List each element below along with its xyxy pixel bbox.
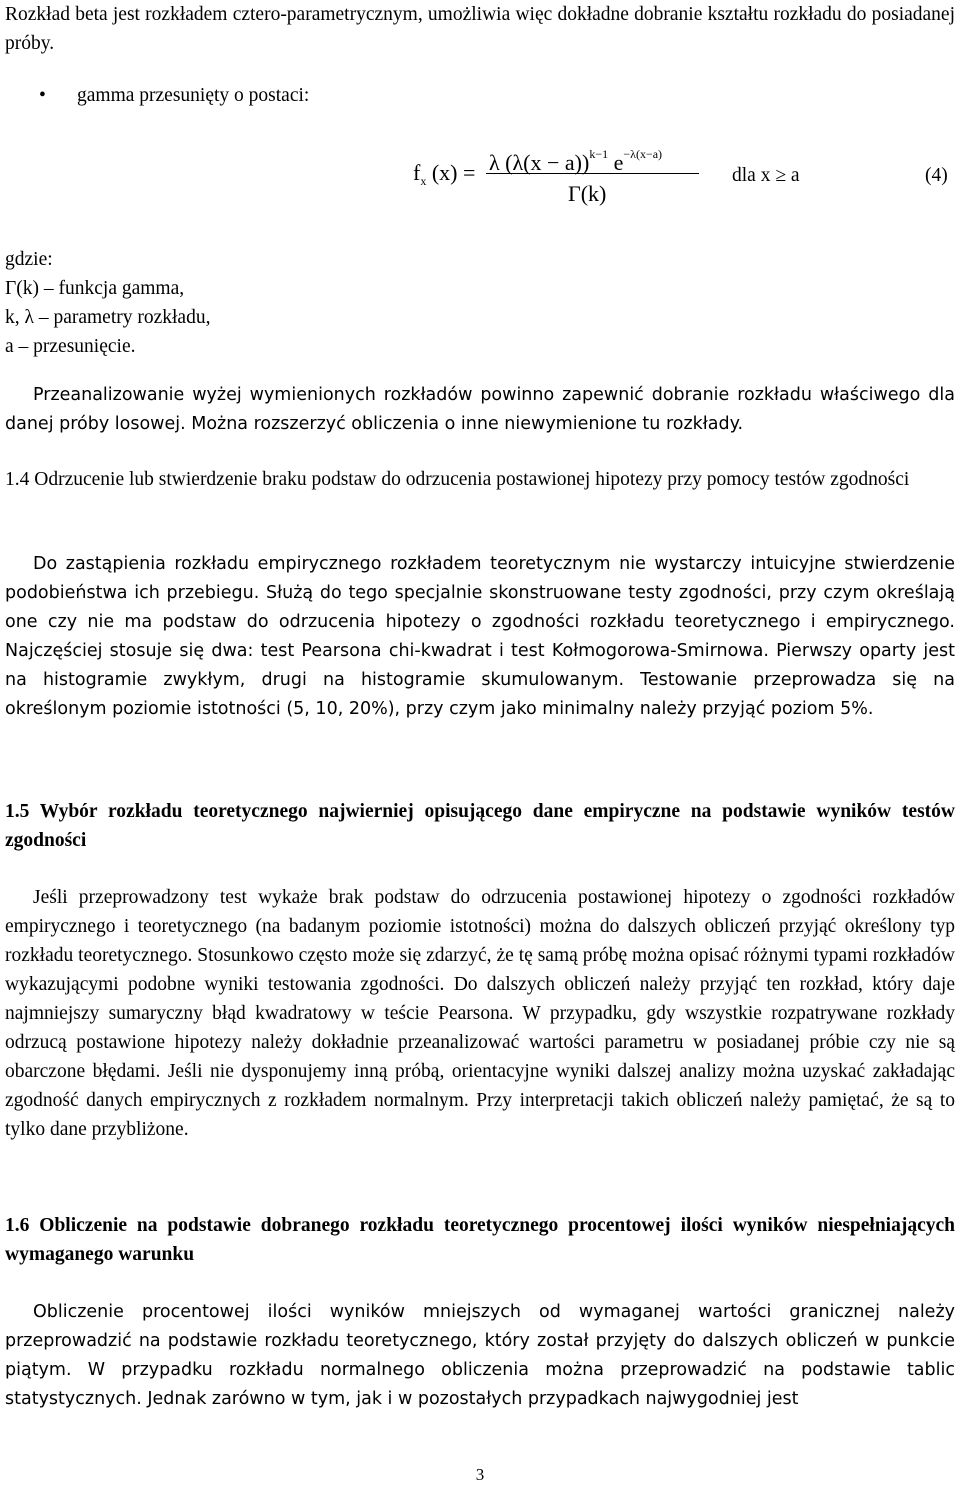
section-heading-1-6: 1.6 Obliczenie na podstawie dobranego rozkładu teoretycznego procentowej ilości wyników niespełniających wymaganego warunku xyxy=(5,1215,955,1265)
formula-denominator: Γ(k) xyxy=(568,181,607,206)
formula-numerator: λ $(\lambda(x - a))^{k-1}$ $e^{-\lambda(x-a)}$ xyxy=(489,147,663,175)
section-body-1-5: Jeśli przeprowadzony test wykaże brak podstaw do odrzucenia postawionej hipotezy o zgodności rozkładów empirycznego i teoretycznego (na badanym poziomie istotności) można do dalszych obliczeń przyjąć określony typ rozkładu teoretycznego. Stosunkowo często może się zdarzyć, że tę samą próbę można opisać różnymi typami rozkładów wykazującymi podobne wyniki testowania zgodności. Do dalszych obliczeń należy przyjąć ten rozkład, który daje najmniejszy sumaryczny błąd kwadratowy w teście Pearsona. W przypadku, gdy wszystkie rozpatrywane rozkłady odrzucą postawione hipotezy należy dokładnie przeanalizować wartości parametru w posiadanej próbie czy nie są obarczone błędami. Jeśli nie dysponujemy inną próbą, orientacyjne wyniki dalszej analizy można uzyskać zakładając zgodność danych empirycznych z rozkładem normalnym. Przy interpretacji takich obliczeń należy pamiętać, że są to tylko dane przybliżone. xyxy=(5,887,955,1140)
section-body-1-4: Do zastąpienia rozkładu empirycznego rozkładem teoretycznym nie wystarczy intuicyjne stwierdzenie podobieństwa ich przebiegu. Służą do tego specjalnie skonstruowane testy zgodności, przy czym określają one czy nie ma podstaw do odrzucenia hipotezy o zgodności rozkładu teoretycznego i empirycznego. Najczęściej stosuje się dwa: test Pearsona chi-kwadrat i test Kołmogorowa-Smirnowa. Pierwszy oparty jest na histogramie zwykłym, drugi na histogramie skumulowanym. Testowanie przeprowadza się na określonym poziomie istotności (5, 10, 20%), przy czym jako minimalny należy przyjąć poziom 5%. xyxy=(5,554,955,719)
where-item: Γ(k) – funkcja gamma, xyxy=(5,278,185,299)
section-body-1-6: Obliczenie procentowej ilości wyników mniejszych od wymaganej wartości granicznej należy przeprowadzić na podstawie rozkładu teoretycznego, który został przyjęty do dalszych obliczeń w punkcie piątym. W przypadku rozkładu normalnego obliczenia można przeprowadzić na podstawie tablic statystycznych. Jednak zarówno w tym, jak i w pozostałych przypadkach najwygodniej jest xyxy=(5,1302,955,1409)
analysis-paragraph: Przeanalizowanie wyżej wymienionych rozkładów powinno zapewnić dobranie rozkładu właściwego dla danej próby losowej. Można rozszerzyć obliczenia o inne niewymienione tu rozkłady. xyxy=(5,385,955,434)
formula-lhs: $f_x$ (x) = xyxy=(413,160,476,188)
intro-paragraph: Rozkład beta jest rozkładem cztero-parametrycznym, umożliwia więc dokładne dobranie kształtu rozkładu do posiadanej próby. xyxy=(5,4,955,54)
where-item: k, λ – parametry rozkładu, xyxy=(5,307,211,328)
section-heading-1-5: 1.5 Wybór rozkładu teoretycznego najwierniej opisującego dane empiryczne na podstawie wyników testów zgodności xyxy=(5,801,955,851)
formula-gamma xyxy=(5,128,955,218)
bullet-icon: • xyxy=(39,85,46,106)
where-list xyxy=(5,245,505,361)
where-item: a – przesunięcie. xyxy=(5,336,136,357)
page-number: 3 xyxy=(475,1465,485,1484)
fraction-bar xyxy=(486,173,699,174)
where-title: gdzie: xyxy=(5,249,53,270)
section-heading-1-4: 1.4 Odrzucenie lub stwierdzenie braku podstaw do odrzucenia postawionej hipotezy przy pomocy testów zgodności xyxy=(5,469,910,490)
formula-condition: dla x ≥ a xyxy=(732,165,800,186)
formula-number: (4) xyxy=(925,165,948,186)
bullet-text: gamma przesunięty o postaci: xyxy=(77,85,310,106)
